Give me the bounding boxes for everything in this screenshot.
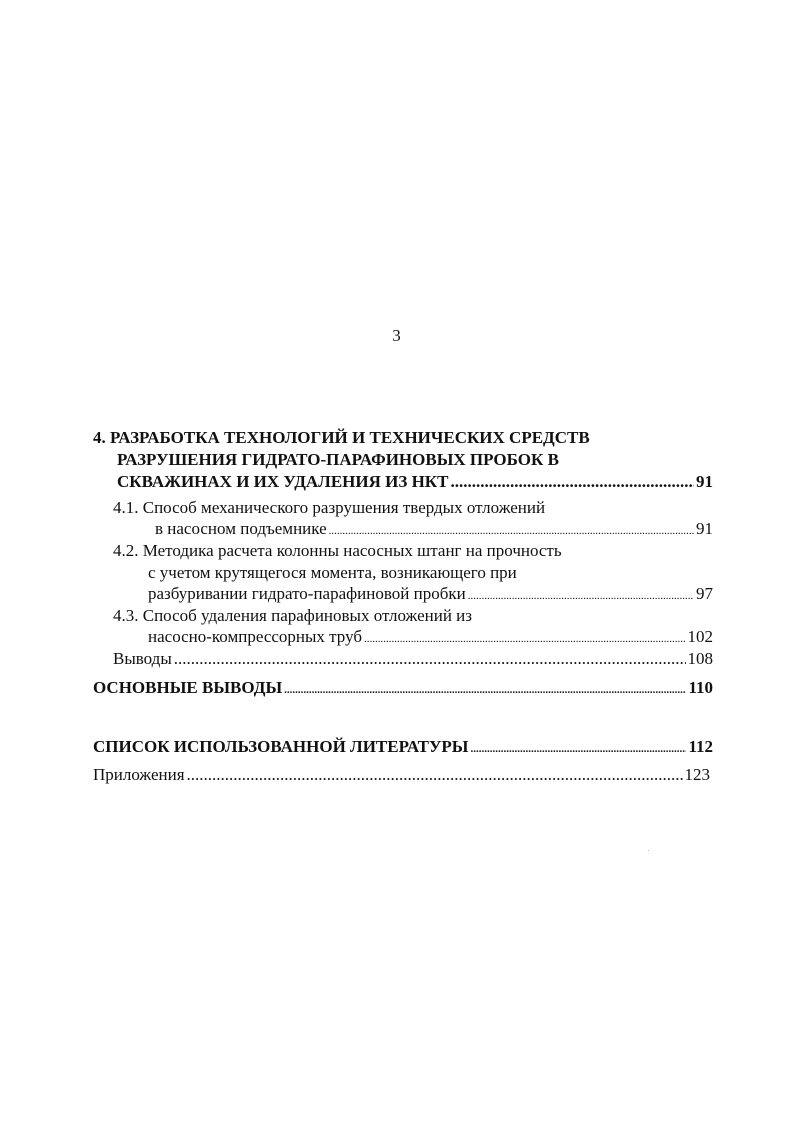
section-4-2-line-2: с учетом крутящегося момента, возникающего при xyxy=(148,563,517,582)
chapter-4-page: 91 xyxy=(696,472,713,491)
dot-leader xyxy=(450,472,694,492)
dot-leader xyxy=(364,629,685,649)
section-4-1-entry[interactable] xyxy=(155,519,713,541)
scan-speck xyxy=(648,850,649,851)
conclusions-entry[interactable] xyxy=(113,649,713,669)
section-4-3-line-1: 4.3. Способ удаления парафиновых отложений из xyxy=(113,606,472,625)
references-entry[interactable] xyxy=(93,737,713,759)
chapter-4-title-line-2: РАЗРУШЕНИЯ ГИДРАТО-ПАРАФИНОВЫХ ПРОБОК В xyxy=(117,450,559,469)
section-4-1-page: 91 xyxy=(696,519,713,538)
references-label: СПИСОК ИСПОЛЬЗОВАННОЙ ЛИТЕРАТУРЫ xyxy=(93,737,469,756)
appendices-entry[interactable] xyxy=(93,765,710,785)
conclusions-label: Выводы xyxy=(113,649,172,668)
section-4-3-entry[interactable] xyxy=(148,627,713,649)
conclusions-page: 108 xyxy=(687,649,713,668)
main-conclusions-label: ОСНОВНЫЕ ВЫВОДЫ xyxy=(93,678,283,697)
dot-leader xyxy=(329,521,694,541)
chapter-4-title-line-3: СКВАЖИНАХ И ИХ УДАЛЕНИЯ ИЗ НКТ xyxy=(117,472,449,491)
main-conclusions-entry[interactable] xyxy=(93,678,713,700)
dot-leader xyxy=(187,765,683,785)
section-4-3-page: 102 xyxy=(687,627,713,646)
appendices-page: 123 xyxy=(684,765,710,784)
chapter-4-entry[interactable] xyxy=(117,472,713,492)
section-4-1-line-2: в насосном подъемнике xyxy=(155,519,327,538)
dot-leader xyxy=(174,649,686,669)
page-number: 3 xyxy=(392,326,401,345)
section-4-2-line-1: 4.2. Методика расчета колонны насосных штанг на прочность xyxy=(113,541,562,560)
section-4-3-line-2: насосно-компрессорных труб xyxy=(148,627,363,646)
section-4-2-page: 97 xyxy=(696,584,713,603)
dot-leader xyxy=(284,680,686,700)
section-4-2-entry[interactable] xyxy=(148,584,713,606)
dot-leader xyxy=(471,739,687,759)
section-4-1-line-1: 4.1. Способ механического разрушения твердых отложений xyxy=(113,498,546,517)
references-page: 112 xyxy=(688,737,713,756)
dot-leader xyxy=(468,586,694,606)
chapter-4-title-line-1: 4. РАЗРАБОТКА ТЕХНОЛОГИЙ И ТЕХНИЧЕСКИХ СРЕДСТВ xyxy=(93,428,590,447)
appendices-label: Приложения xyxy=(93,765,185,784)
main-conclusions-page: 110 xyxy=(688,678,713,697)
section-4-2-line-3: разбуривании гидрато-парафиновой пробки xyxy=(148,584,466,603)
